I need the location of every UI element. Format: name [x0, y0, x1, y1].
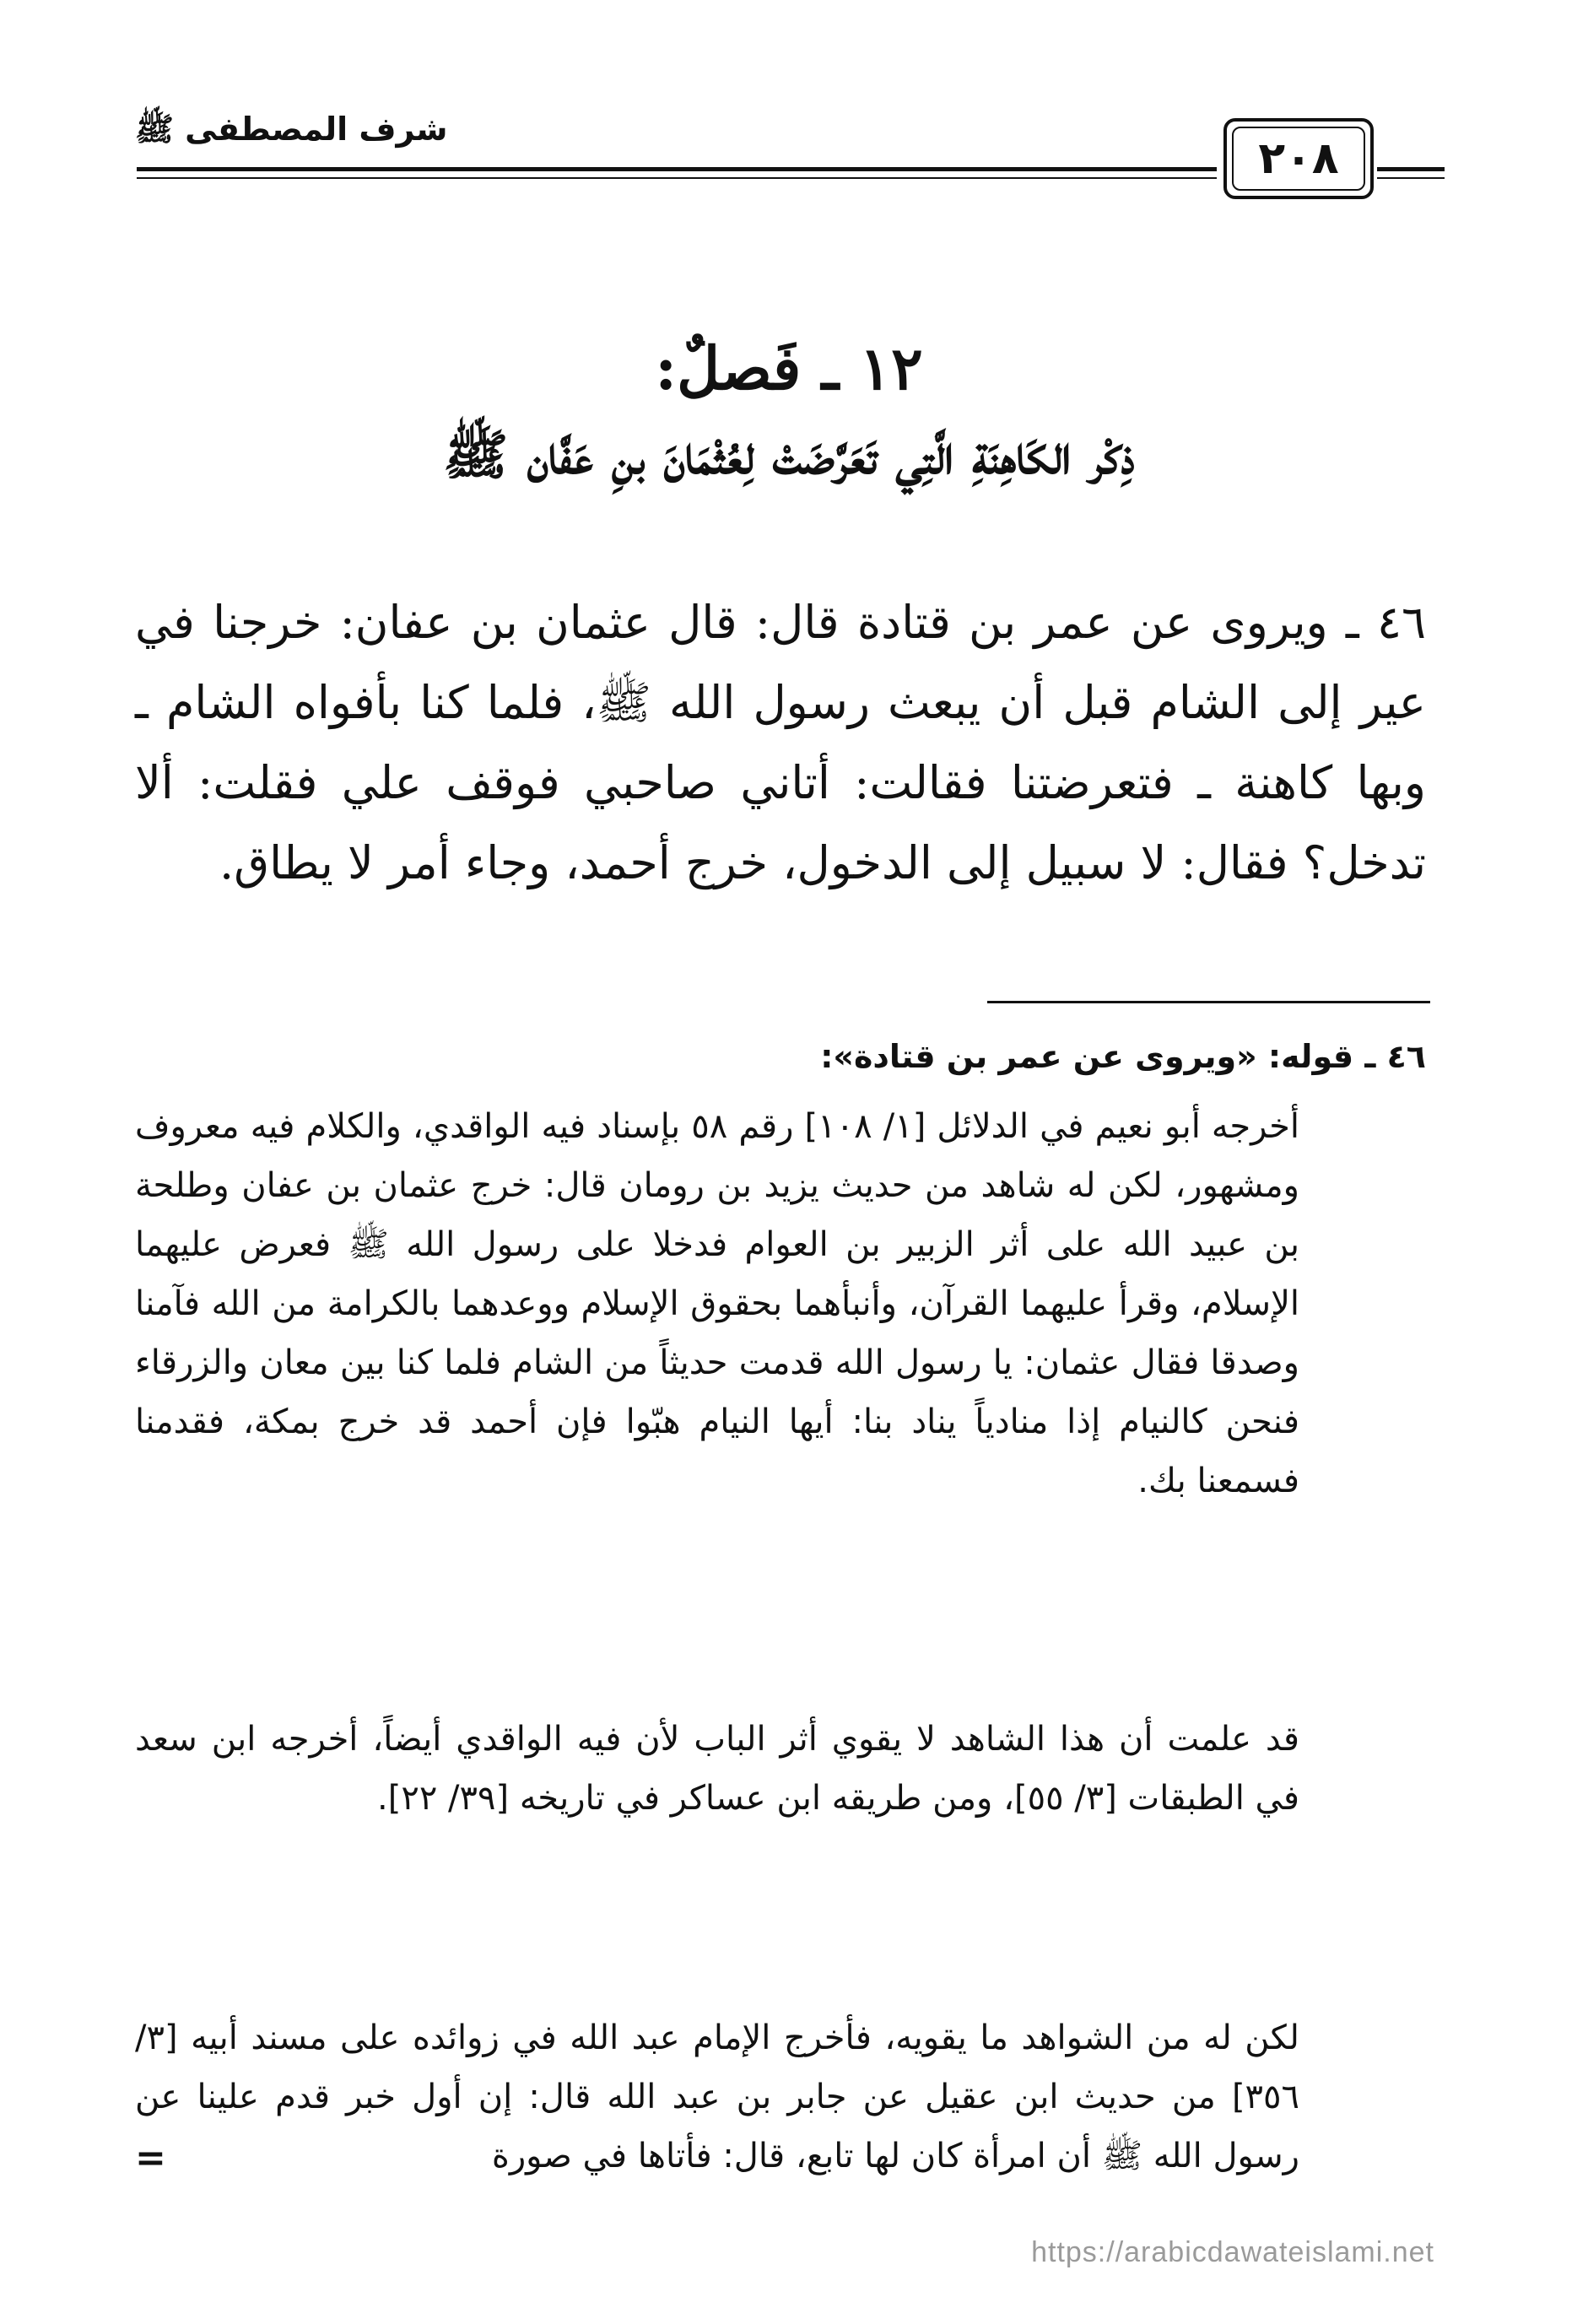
header-rule-right-thin — [1377, 177, 1445, 179]
continuation-mark: = — [135, 2137, 166, 2180]
header-rule-right — [1377, 167, 1445, 171]
footnote-text: قد علمت أن هذا الشاهد لا يقوي أثر الباب لأن فيه الواقدي أيضاً، أخرجه ابن سعد في الطبقات [٣/ ٥٥]، ومن طريقه ابن عساكر في تاريخه [٣٩/ ٢٢]. — [135, 1720, 1299, 1818]
section-subheading: ذِكْر الكَاهِنَةِ الَّتِي تَعَرَّضَتْ لِعُثْمَانَ بنِ عَفَّان ﷺ — [443, 424, 1135, 487]
running-header-title: شرف المصطفى ﷺ — [135, 111, 448, 148]
footnote-paragraph — [135, 1097, 1299, 1511]
footnote-paragraph — [135, 2008, 1299, 2186]
footnote-text: أخرجه أبو نعيم في الدلائل [١/ ١٠٨] رقم ٥٨ بإسناد فيه الواقدي، والكلام فيه معروف ومشهور، لكن له شاهد من حديث يزيد بن رومان قال: خرج عثمان بن عفان وطلحة بن عبيد الله على أثر الزبير بن العوام فدخلا على رسول الله ﷺ فعرض عليهما الإسلام، وقرأ عليهما القرآن، وأنبأهما بحقوق الإسلام ووعدهما بالكرامة من الله فآمنا وصدقا فقال عثمان: يا رسول الله قدمت حديثاً من الشام فلما كنا بين معان والزرقاء فنحن كالنيام إذا منادياً يناد بنا: أيها النيام هبّوا فإن أحمد قد خرج بمكة، فقدمنا فسمعنا بك. — [135, 1107, 1300, 1500]
footnote-heading: ٤٦ ـ قوله: «ويروى عن عمر بن قتادة»: — [820, 1038, 1426, 1075]
narration-paragraph: ٤٦ ـ ويروى عن عمر بن قتادة قال: قال عثمان بن عفان: خرجنا في عير إلى الشام قبل أن يبعث رسول الله ﷺ، فلما كنا بأفواه الشام ـ وبها كاهنة ـ فتعرضتنا فقالت: أتاني صاحبي فوقف علي فقلت: ألا تدخل؟ فقال: لا سبيل إلى الدخول، خرج أحمد، وجاء أمر لا يطاق. — [135, 596, 1426, 889]
footnote-text: لكن له من الشواهد ما يقويه، فأخرج الإمام عبد الله في زوائده على مسند أبيه [٣/ ٣٥٦] من حديث ابن عقيل عن جابر بن عبد الله قال: إن أول خبر قدم علينا عن رسول الله ﷺ أن امرأة كان لها تابع، قال: فأتاها في صورة — [135, 2019, 1299, 2175]
source-watermark: https://arabicdawateislami.net — [1031, 2236, 1434, 2268]
section-heading: ١٢ ـ فَصلٌ: — [655, 333, 923, 403]
header-rule-thin — [137, 177, 1217, 179]
footnote-paragraph — [135, 1710, 1299, 1828]
page-number-frame — [1223, 118, 1374, 199]
page-number: ٢٠٨ — [1258, 133, 1339, 184]
main-text — [135, 582, 1426, 903]
footnote-divider — [987, 1001, 1430, 1003]
header-rule — [137, 167, 1217, 171]
